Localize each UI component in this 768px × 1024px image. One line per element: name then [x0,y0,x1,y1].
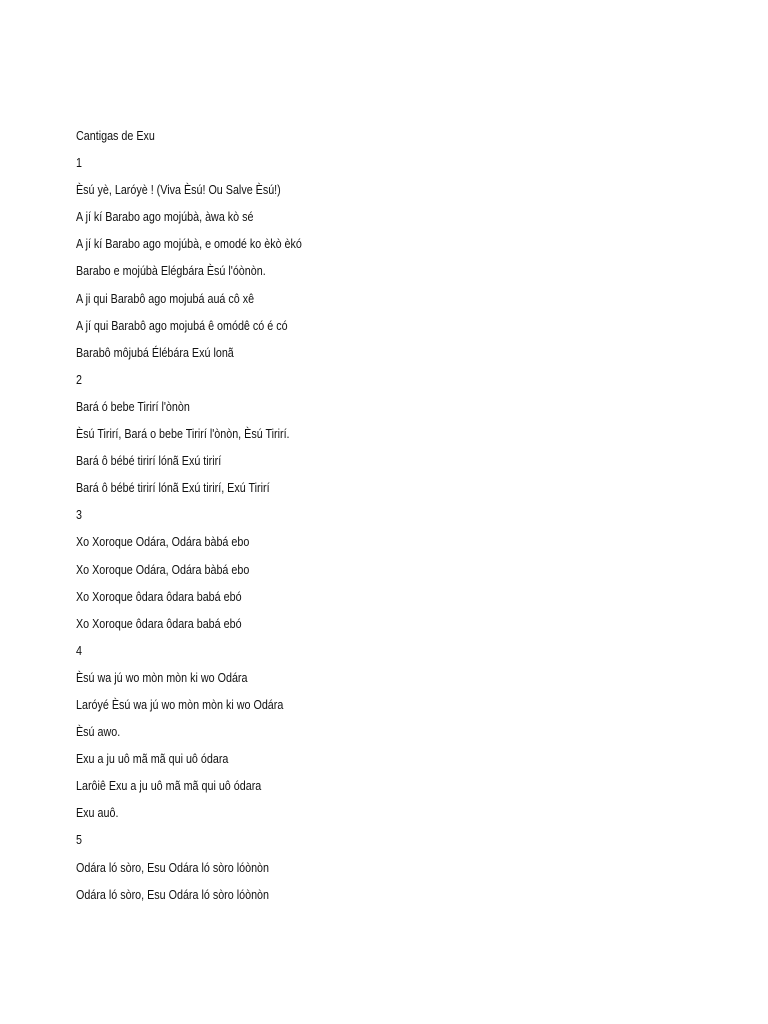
text-line: Odára ló sòro, Esu Odára ló sòro lóònòn [76,860,270,875]
text-line: Xo Xoroque ôdara ôdara babá ebó [76,616,242,631]
section-number-5: 5 [76,833,82,848]
section-number-4: 4 [76,643,82,658]
text-line: Odára ló sòro, Esu Odára ló sòro lóònòn [76,887,270,902]
text-line: A ji qui Barabô ago mojubá auá cô xê [76,291,255,306]
text-line: Bará ó bebe Tirirí l'ònòn [76,399,190,414]
text-line: Xo Xoroque Odára, Odára bàbá ebo [76,562,250,577]
text-line: Laróyé Èsú wa jú wo mòn mòn ki wo Odára [76,697,284,712]
text-line: Barabô môjubá Élébára Exú lonã [76,345,234,360]
section-number-1: 1 [76,156,82,171]
text-line: Exu auô. [76,806,119,821]
text-line: Xo Xoroque Odára, Odára bàbá ebo [76,535,250,550]
text-line: Èsú awo. [76,725,121,740]
text-line: Larôiê Exu a ju uô mã mã qui uô ódara [76,779,262,794]
text-line: Bará ô bébé tirirí lónã Exú tirirí [76,454,222,469]
text-line: A jí kí Barabo ago mojúbà, e omodé ko èkò èkó [76,237,302,252]
text-line: Barabo e mojúbà Elégbára Èsú l'óònòn. [76,264,266,279]
text-line: Bará ô bébé tirirí lónã Exú tirirí, Exú Tirirí [76,481,270,496]
document-title: Cantigas de Exu [76,129,155,143]
text-line: Èsú wa jú wo mòn mòn ki wo Odára [76,670,248,685]
section-number-2: 2 [76,372,82,387]
section-number-3: 3 [76,508,82,523]
text-line: Exu a ju uô mã mã qui uô ódara [76,752,229,767]
text-line: Èsú Tirirí, Bará o bebe Tirirí l'ònòn, Èsú Tirirí. [76,427,290,442]
text-line: Èsú yè, Laróyè ! (Viva Èsú! Ou Salve Èsú!) [76,183,281,198]
document-body [76,126,716,912]
text-line: Xo Xoroque ôdara ôdara babá ebó [76,589,242,604]
text-line: A jí qui Barabô ago mojubá ê omódê có é có [76,318,288,333]
text-line: A jí kí Barabo ago mojúbà, àwa kò sé [76,210,254,225]
